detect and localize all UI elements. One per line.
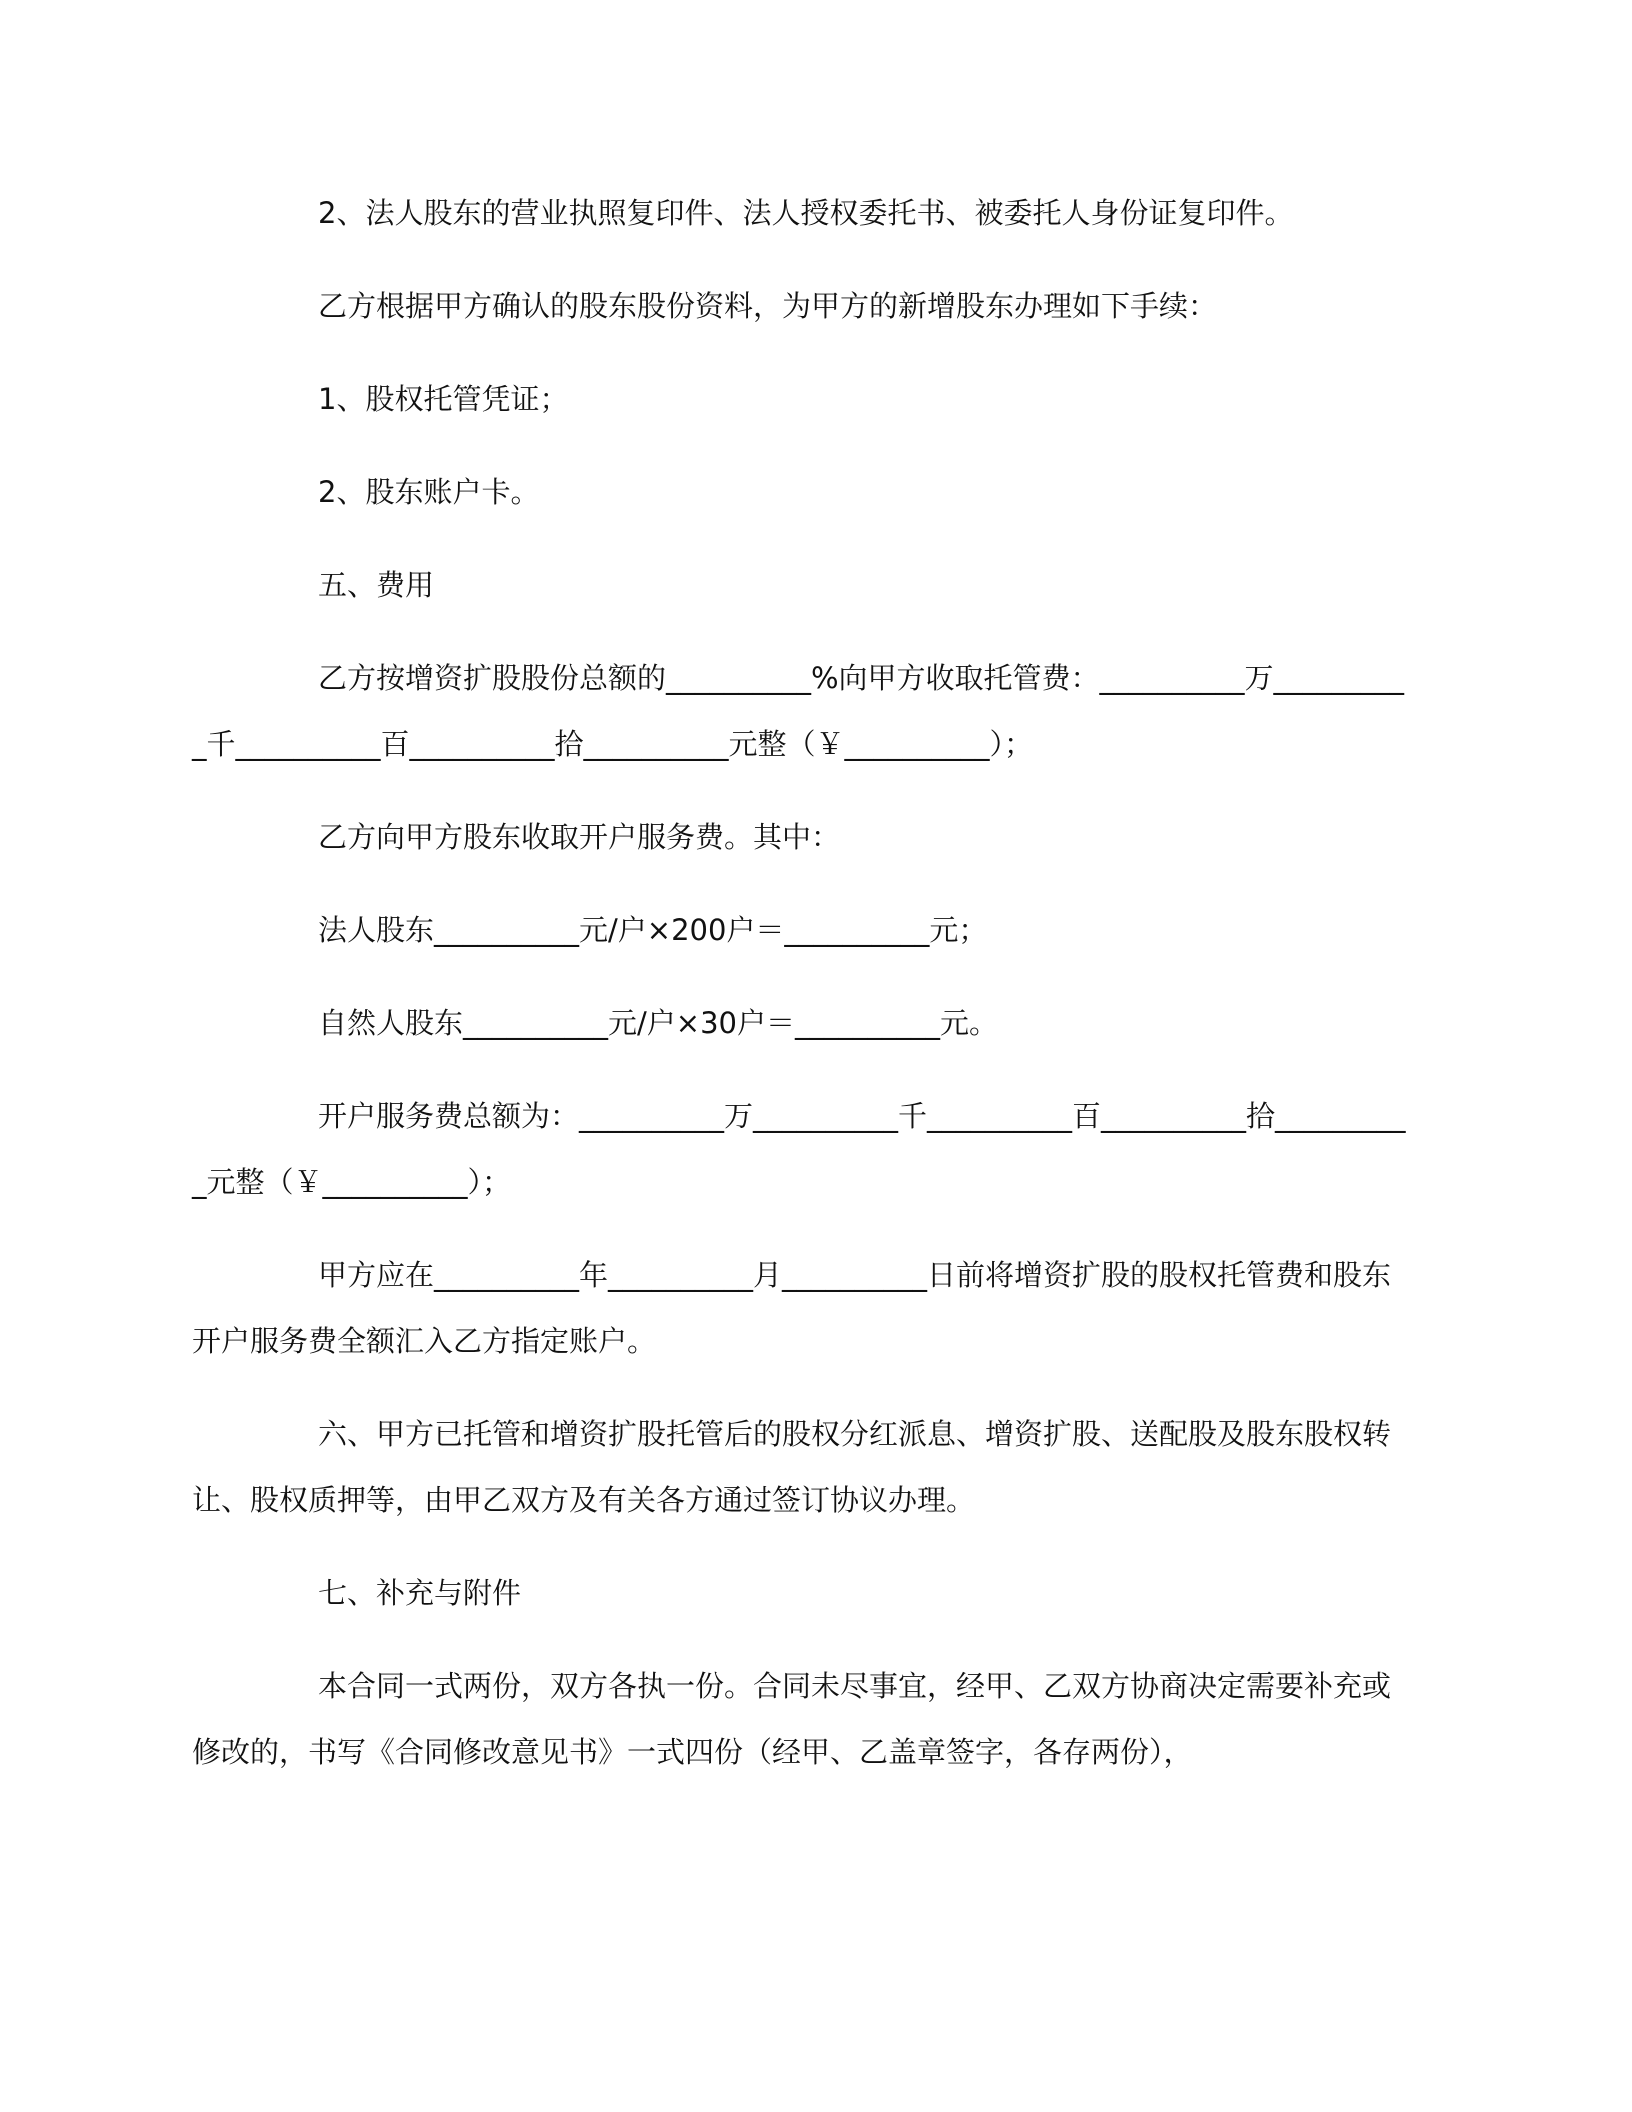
- paragraph-payment-deadline: 甲方应在__________年__________月__________日前将增资扩股的股权托管费和股东开户服务费全额汇入乙方指定账户。: [192, 1258, 1392, 1358]
- paragraph-natural-person-fee: 自然人股东__________元/户×30户＝__________元。: [318, 1006, 998, 1040]
- paragraph-service-fee-total: 开户服务费总额为：__________万__________千__________百__________拾__________元整（￥__________）；: [192, 1099, 1406, 1199]
- section-heading-fees: 五、费用: [318, 568, 435, 602]
- paragraph-shareholder-procedures: 乙方根据甲方确认的股东股份资料，为甲方的新增股东办理如下手续：: [318, 289, 1218, 323]
- section-heading-supplements: 七、补充与附件: [318, 1576, 522, 1610]
- paragraph-shareholder-account-card: 2、股东账户卡。: [318, 475, 540, 509]
- section-six-equity-operations: 六、甲方已托管和增资扩股托管后的股权分红派息、增资扩股、送配股及股东股权转让、股权质押等，由甲乙双方及有关各方通过签订协议办理。: [192, 1417, 1392, 1517]
- paragraph-equity-custody-certificate: 1、股权托管凭证；: [318, 382, 569, 416]
- document-body: [192, 180, 1412, 1812]
- paragraph-account-service-fee: 乙方向甲方股东收取开户服务费。其中：: [318, 820, 841, 854]
- paragraph-custody-fee: 乙方按增资扩股股份总额的__________%向甲方收取托管费：__________万__________千__________百__________拾__________元整（￥__________）；: [192, 661, 1405, 761]
- paragraph-legal-person-documents: 2、法人股东的营业执照复印件、法人授权委托书、被委托人身份证复印件。: [318, 196, 1294, 230]
- paragraph-contract-copies: 本合同一式两份，双方各执一份。合同未尽事宜，经甲、乙双方协商决定需要补充或修改的，书写《合同修改意见书》一式四份（经甲、乙盖章签字，各存两份），: [192, 1669, 1392, 1769]
- paragraph-legal-person-fee: 法人股东__________元/户×200户＝__________元；: [318, 913, 988, 947]
